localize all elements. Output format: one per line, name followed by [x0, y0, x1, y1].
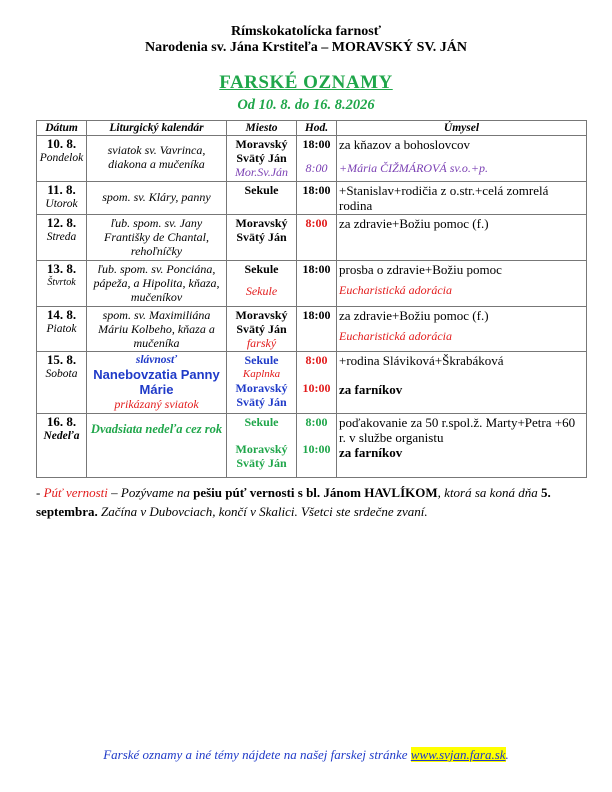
intention-cell: prosba o zdravie+Božiu pomoc Eucharistická adorácia	[337, 261, 587, 307]
table-header-row	[37, 121, 587, 136]
date-cell: 11. 8. Utorok	[37, 182, 87, 215]
date-cell: 12. 8. Streda	[37, 215, 87, 261]
website-link[interactable]: www.svjan.fara.sk	[410, 747, 506, 762]
col-intention: Úmysel	[337, 121, 587, 136]
time-cell: 18:00	[297, 261, 337, 307]
schedule-table	[36, 120, 587, 478]
intention-cell: +rodina Sláviková+Škrabáková za farníkov	[337, 352, 587, 414]
liturgy-cell: spom. sv. Maximiliána Máriu Kolbeho, kňaza a mučeníka	[87, 307, 227, 352]
liturgy-cell: sviatok sv. Vavrinca, diakona a mučeníka	[87, 136, 227, 182]
place-cell: Sekule Kaplnka Moravský Svätý Ján	[227, 352, 297, 414]
parish-subtitle: Narodenia sv. Jána Krstiteľa – MORAVSKÝ SV. JÁN	[145, 40, 467, 55]
col-date: Dátum	[37, 121, 87, 136]
place-cell: Sekule Sekule	[227, 261, 297, 307]
col-liturgy: Liturgický kalendár	[87, 121, 227, 136]
table-row	[37, 307, 587, 352]
liturgy-cell: ľub. spom. sv. Jany Františky de Chantal, rehoľníčky	[87, 215, 227, 261]
footer: Farské oznamy a iné témy nájdete na našej farskej stránke www.svjan.fara.sk.	[103, 747, 509, 762]
place-cell: Sekule	[227, 182, 297, 215]
col-place: Miesto	[227, 121, 297, 136]
intention-cell: za zdravie+Božiu pomoc (f.) Eucharistická adorácia	[337, 307, 587, 352]
place-cell: Sekule Moravský Svätý Ján	[227, 414, 297, 478]
time-cell: 8:00	[297, 215, 337, 261]
parish-name: Rímskokatolícka farnosť	[230, 24, 382, 39]
place-cell: Moravský Svätý Ján Mor.Sv.Ján	[227, 136, 297, 182]
place-cell: Moravský Svätý Ján farský	[227, 307, 297, 352]
liturgy-cell: Dvadsiata nedeľa cez rok	[87, 414, 227, 478]
intention-cell: za zdravie+Božiu pomoc (f.)	[337, 215, 587, 261]
time-cell: 18:00 8:00	[297, 136, 337, 182]
table-row	[37, 136, 587, 182]
intention-cell: poďakovanie za 50 r.spol.ž. Marty+Petra +60 r. v službe organistu za farníkov	[337, 414, 587, 478]
liturgy-cell: slávnosť Nanebovzatia Panny Márie prikázaný sviatok	[87, 352, 227, 414]
col-time: Hod.	[297, 121, 337, 136]
date-cell: 15. 8. Sobota	[37, 352, 87, 414]
table-row	[37, 182, 587, 215]
table-row	[37, 215, 587, 261]
table-row	[37, 261, 587, 307]
liturgy-cell: ľub. spom. sv. Ponciána, pápeža, a Hipolita, kňaza, mučeníkov	[87, 261, 227, 307]
date-range: Od 10. 8. do 16. 8.2026	[237, 97, 375, 113]
time-cell: 8:00 10:00	[297, 414, 337, 478]
table-row	[37, 414, 587, 478]
time-cell: 8:00 10:00	[297, 352, 337, 414]
intention-cell: +Stanislav+rodičia z o.str.+celá zomrelá rodina	[337, 182, 587, 215]
date-cell: 14. 8. Piatok	[37, 307, 87, 352]
pilgrimage-note: - Púť vernosti – Pozývame na pešiu púť vernosti s bl. Jánom HAVLÍKOM, ktorá sa koná dňa 5. septembra. Začína v Dubovciach, končí v Skalici. Všetci ste srdečne zvaní.	[36, 485, 551, 519]
page-title: FARSKÉ OZNAMY	[219, 72, 393, 93]
table-row	[37, 352, 587, 414]
place-cell: Moravský Svätý Ján	[227, 215, 297, 261]
date-cell: 10. 8. Pondelok	[37, 136, 87, 182]
time-cell: 18:00	[297, 307, 337, 352]
liturgy-cell: spom. sv. Kláry, panny	[87, 182, 227, 215]
date-cell: 13. 8. Štvrtok	[37, 261, 87, 307]
intention-cell: za kňazov a bohoslovcov +Mária ČIŽMÁROVÁ sv.o.+p.	[337, 136, 587, 182]
date-cell: 16. 8. Nedeľa	[37, 414, 87, 478]
time-cell: 18:00	[297, 182, 337, 215]
